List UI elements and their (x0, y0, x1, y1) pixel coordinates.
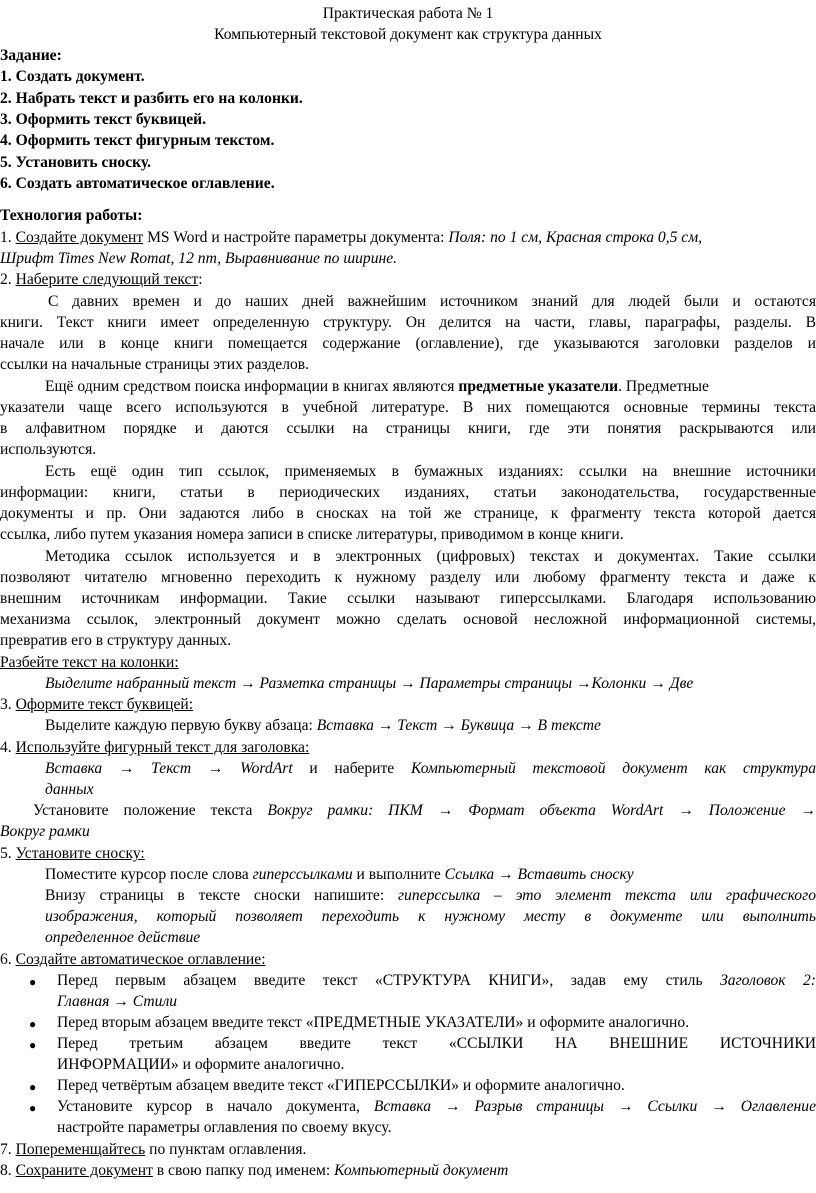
step-5-instruction-1 (45, 865, 634, 886)
para-2-bold-term: предметные указатели (458, 378, 619, 395)
bullet-3-line-2: ИНФОРМАЦИИ» и оформите аналогично. (57, 1056, 345, 1073)
step-4-mid: и наберите (309, 760, 395, 777)
step-6-num: 6. (0, 951, 12, 968)
para-3-line-1: Есть ещё один тип ссылок, применяемых в бумажных изданиях: ссылки на внешние источники (45, 463, 816, 480)
para-2-line-1 (45, 377, 709, 398)
page-title: Практическая работа № 1 (322, 5, 494, 22)
task-item-5: 5. Установить сноску. (0, 154, 152, 171)
bullet-1-style: Заголовок 2: (720, 972, 816, 989)
bullet-5-line-2: настройте параметры оглавления по своему вкусу. (57, 1119, 392, 1136)
step-6 (0, 950, 266, 971)
bullet-dot-icon: ● (29, 975, 37, 989)
step-2-num: 2. (0, 271, 12, 288)
para-1-line-4: ссылки на начальные страницы этих разделов. (0, 356, 310, 373)
task-item-2: 2. Набрать текст и разбить его на колонки. (0, 90, 303, 107)
step-2-link: Наберите следующий текст (15, 271, 199, 288)
para-2-line-2: указатели чаще всего используются в учебной литературе. В них помещаются основные термины текста (0, 399, 816, 416)
para-4-line-5: превратив его в структуру данных. (0, 632, 232, 649)
step-5-t1-b: и выполните (356, 866, 441, 883)
step-8-text: в свою папку под именем: (156, 1162, 331, 1179)
step-5-instruction-2 (45, 886, 816, 907)
step-1-params-b-text: Шрифт Times New Romat, 12 пт, Выравнивание по ширине (0, 250, 394, 267)
step-2: 2. Наберите следующий текст: (0, 271, 203, 288)
step-1-num: 1. (0, 229, 12, 246)
bullet-1-line-1 (57, 971, 816, 992)
step-5-t2-italic: гиперссылка – это элемент текста или графического (397, 887, 816, 904)
step-8-link: Сохраните документ (15, 1162, 153, 1179)
step-5-t1-path: Ссылка → Вставить сноску (444, 866, 634, 883)
para-1-line-1: С давних времен и до наших дней важнейшим источником знаний для людей были и остаются (48, 293, 816, 310)
step-7-text: по пунктам оглавления. (149, 1141, 307, 1158)
para-4-line-2: позволяют читателю мгновенно переходить к нужному разделу или любому фрагменту текста и даже к (0, 569, 816, 586)
bullet-dot-icon: ● (29, 1101, 37, 1115)
bullet-1-line-2: Главная → Стили (57, 993, 178, 1010)
step-5-footnote-line-2: изображения, который позволяет переходить к нужному месту в документе или выполнить (45, 908, 816, 925)
step-4-position (33, 801, 816, 822)
para-4-line-3: внешним источникам информации. Такие ссылки называют гиперссылками. Благодаря использованию (0, 590, 816, 607)
para-3-line-2: информации: книги, статьи в периодических изданиях, статьи законодательства, государственные (0, 484, 816, 501)
step-6-link: Создайте автоматическое оглавление: (15, 951, 266, 968)
step-3-link: Оформите текст буквицей: (15, 696, 194, 713)
para-3-line-4: ссылка, либо путем указания номера записи в списке литературы, приводимом в конце книги. (0, 526, 624, 543)
bullet-dot-icon: ● (29, 1017, 37, 1031)
step-4-num: 4. (0, 739, 12, 756)
step-3-instruction (45, 716, 601, 737)
bullet-5-path: Вставка → Разрыв страницы → Ссылки → Оглавление (373, 1098, 816, 1115)
step-5-t1: Поместите курсор после слова (45, 866, 249, 883)
step-4-link: Используйте фигурный текст для заголовка: (15, 739, 310, 756)
bullet-dot-icon: ● (29, 1080, 37, 1094)
task-item-1: 1. Создать документ. (0, 68, 145, 85)
task-item-6: 6. Создать автоматическое оглавление. (0, 175, 275, 192)
bullet-3-line-1: Перед третьим абзацем введите текст «ССЫЛКИ НА ВНЕШНИЕ ИСТОЧНИКИ (57, 1035, 816, 1052)
para-2-text-a: Ещё одним средством поиска информации в книгах являются (45, 378, 455, 395)
step-4-instruction (45, 759, 816, 780)
step-7-num: 7. (0, 1141, 12, 1158)
step-5-footnote-line-3: определенное действие (45, 929, 201, 946)
step-5-link: Установите сноску: (15, 845, 145, 862)
step-8-filename: Компьютерный документ (334, 1162, 509, 1179)
step-1-params: Поля: по 1 см, Красная строка 0,5 см, (448, 229, 703, 246)
step-5 (0, 844, 145, 865)
bullet-5-line-1 (57, 1097, 816, 1118)
step-1-params-b: Шрифт Times New Romat, 12 пт, Выравнивание по ширине. (0, 250, 398, 267)
step-4 (0, 738, 309, 759)
step-8 (0, 1161, 508, 1182)
step-4-path-1: Вставка → Текст → WordArt (45, 760, 293, 777)
step-4-pos-path: Вокруг рамки: ПКМ → Формат объекта WordArt → Положение → (267, 802, 816, 819)
bullet-5-text: Установите курсор в начало документа, (57, 1098, 360, 1115)
step-5-t2: Внизу страницы в тексте сноски напишите: (45, 887, 385, 904)
bullet-1-text: Перед первым абзацем введите текст «СТРУКТУРА КНИГИ», задав ему стиль (57, 972, 703, 989)
step-3-path: Вставка → Текст → Буквица → В тексте (316, 717, 601, 734)
step-5-t1-italic: гиперссылками (252, 866, 353, 883)
bullet-dot-icon: ● (29, 1038, 37, 1052)
step-5-num: 5. (0, 845, 12, 862)
bullet-4: Перед четвёртым абзацем введите текст «ГИПЕРССЫЛКИ» и оформите аналогично. (57, 1077, 625, 1094)
para-2-text-c: . Предметные (618, 378, 709, 395)
task-item-4: 4. Оформить текст фигурным текстом. (0, 132, 275, 149)
tech-heading: Технология работы: (0, 207, 143, 224)
step-4-path-3: данных (45, 781, 94, 798)
step-4-pos-text: Установите положение текста (33, 802, 253, 819)
step-3 (0, 695, 193, 716)
columns-path: Выделите набранный текст → Разметка страницы → Параметры страницы →Колонки → Две (45, 675, 694, 692)
step-3-num: 3. (0, 696, 12, 713)
step-1-text: MS Word и настройте параметры документа: (147, 229, 445, 246)
para-2-line-3: в алфавитном порядке и даются ссылки на страницы книги, где эти понятия раскрываются или (0, 420, 816, 437)
step-1-link: Создайте документ (15, 229, 144, 246)
para-2-line-4: используются. (0, 441, 97, 458)
columns-link: Разбейте текст на колонки: (0, 654, 179, 671)
para-1-line-3: начале или в конце книги помещается содержание (оглавление), где указываются заголовки разделов и (0, 335, 816, 352)
bullet-2: Перед вторым абзацем введите текст «ПРЕДМЕТНЫЕ УКАЗАТЕЛИ» и оформите аналогично. (57, 1014, 690, 1031)
para-1-line-2: книги. Текст книги имеет определенную структуру. Он делится на части, главы, параграфы, разделы. В (0, 314, 816, 331)
step-4-path-2: Компьютерный текстовой документ как структура (410, 760, 816, 777)
para-3-line-3: документы и пр. Они задаются либо в сносках на той же странице, к фрагменту текста которой дается (0, 505, 816, 522)
step-1 (0, 228, 816, 249)
step-8-num: 8. (0, 1162, 12, 1179)
step-7 (0, 1140, 306, 1161)
para-4-line-4: механизма ссылок, электронный документ можно сделать основой несложной информационной системы, (0, 611, 816, 628)
step-4-pos-path-2: Вокруг рамки (0, 823, 90, 840)
page-subtitle: Компьютерный текстовой документ как структура данных (214, 26, 602, 43)
task-item-3: 3. Оформить текст буквицей. (0, 111, 206, 128)
task-heading: Задание: (0, 47, 62, 64)
step-3-text: Выделите каждую первую букву абзаца: (45, 717, 313, 734)
para-4-line-1: Методика ссылок используется и в электронных (цифровых) текстах и документах. Такие ссылки (45, 548, 816, 565)
step-7-link: Попеременщайтесь (15, 1141, 146, 1158)
